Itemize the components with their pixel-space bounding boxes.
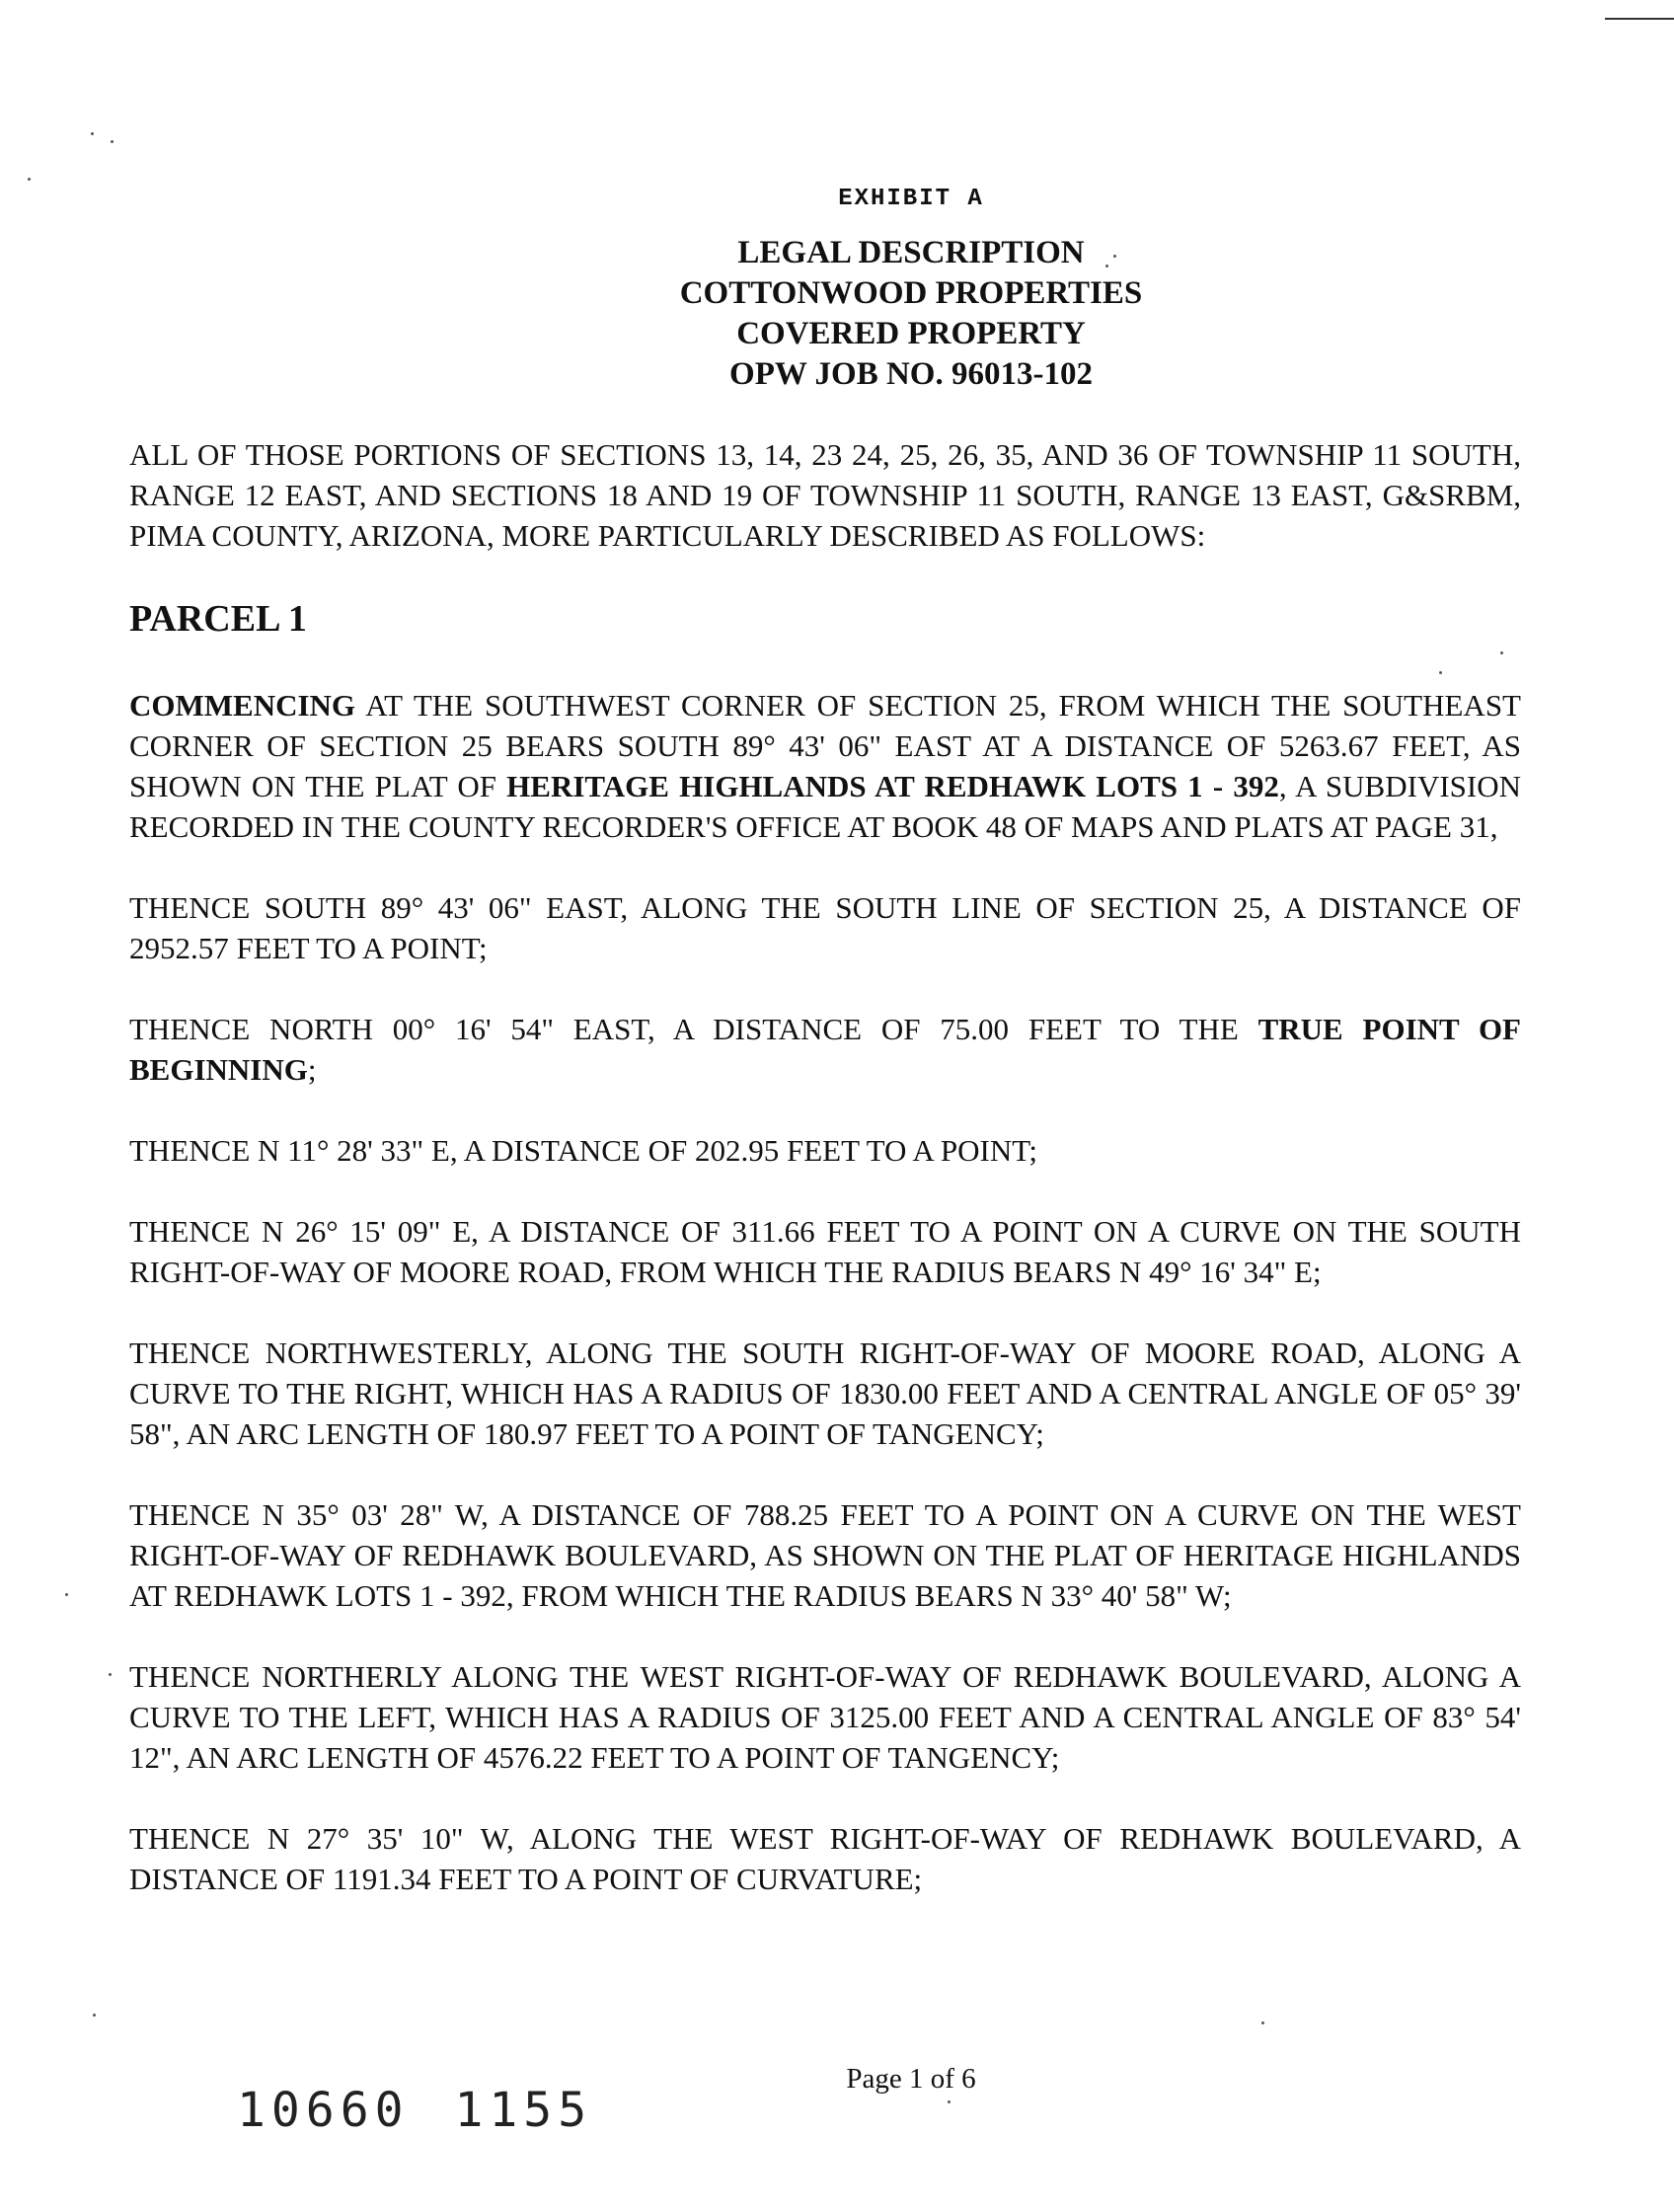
commencing-text-end: , A SUBDIVISION RECORDED IN THE COUNTY RECORDER'S OFFICE AT BOOK 48 OF MAPS AND PLATS AT PAGE 31, <box>129 769 1521 844</box>
course-paragraph: THENCE N 26° 15' 09" E, A DISTANCE OF 311.66 FEET TO A POINT ON A CURVE ON THE SOUTH RIGHT-OF-WAY OF MOORE ROAD, FROM WHICH THE RADIUS BEARS N 49° 16' 34" E; <box>129 1214 1521 1289</box>
commencing-paragraph <box>129 685 1521 847</box>
title-line: COVERED PROPERTY <box>736 316 1086 351</box>
scan-speck <box>109 1673 112 1676</box>
course-paragraph: THENCE N 11° 28' 33" E, A DISTANCE OF 202.95 FEET TO A POINT; <box>129 1133 1038 1168</box>
course-paragraph: THENCE N 35° 03' 28" W, A DISTANCE OF 788.25 FEET TO A POINT ON A CURVE ON THE WEST RIGHT-OF-WAY OF REDHAWK BOULEVARD, AS SHOWN ON THE PLAT OF HERITAGE HIGHLANDS AT REDHAWK LOTS 1 - 392, FROM WHICH THE RADIUS BEARS N 33° 40' 58" W; <box>129 1497 1521 1613</box>
course-paragraph: THENCE NORTHWESTERLY, ALONG THE SOUTH RIGHT-OF-WAY OF MOORE ROAD, ALONG A CURVE TO THE RIGHT, WHICH HAS A RADIUS OF 1830.00 FEET AND A CENTRAL ANGLE OF 05° 39' 58", AN ARC LENGTH OF 180.97 FEET TO A POINT OF TANGENCY; <box>129 1335 1521 1451</box>
intro-paragraph: ALL OF THOSE PORTIONS OF SECTIONS 13, 14, 23 24, 25, 26, 35, AND 36 OF TOWNSHIP 11 SOUTH, RANGE 12 EAST, AND SECTIONS 18 AND 19 OF TOWNSHIP 11 SOUTH, RANGE 13 EAST, G&SRBM, PIMA COUNTY, ARIZONA, MORE PARTICULARLY DESCRIBED AS FOLLOWS: <box>129 437 1521 553</box>
scan-speck <box>1439 671 1442 674</box>
scan-speck <box>948 2100 951 2103</box>
true-point-paragraph <box>129 1009 1521 1090</box>
scan-speck <box>91 132 94 135</box>
legal-description-body <box>129 434 1521 1940</box>
course-paragraph: THENCE SOUTH 89° 43' 06" EAST, ALONG THE SOUTH LINE OF SECTION 25, A DISTANCE OF 2952.57 FEET TO A POINT; <box>129 890 1521 965</box>
title-line: LEGAL DESCRIPTION <box>737 235 1085 270</box>
plat-name: HERITAGE HIGHLANDS AT REDHAWK LOTS 1 - 392 <box>506 769 1279 803</box>
course-text: THENCE NORTH 00° 16' 54" EAST, A DISTANCE OF 75.00 FEET TO THE <box>129 1012 1258 1046</box>
course-paragraph: THENCE N 27° 35' 10" W, ALONG THE WEST RIGHT-OF-WAY OF REDHAWK BOULEVARD, A DISTANCE OF 1191.34 FEET TO A POINT OF CURVATURE; <box>129 1821 1521 1896</box>
scan-speck <box>1500 651 1503 654</box>
commencing-text: AT THE SOUTHWEST CORNER OF SECTION 25, FROM WHICH THE SOUTHEAST CORNER OF SECTION 25 BEARS SOUTH 89° 43' 06" EAST AT A DISTANCE OF 5263.67 FEET, AS SHOWN ON THE PLAT OF <box>129 688 1521 803</box>
parcel-heading: PARCEL 1 <box>129 598 307 640</box>
exhibit-label: EXHIBIT A <box>838 186 984 212</box>
true-point-of-beginning: TRUE POINT OF BEGINNING <box>129 1012 1521 1087</box>
recording-book: 10660 <box>237 2083 410 2138</box>
scan-speck <box>1105 265 1108 267</box>
scan-speck <box>65 1593 68 1596</box>
scan-speck <box>1113 255 1116 258</box>
page-number: Page 1 of 6 <box>846 2063 976 2095</box>
course-end: ; <box>307 1052 317 1087</box>
course-paragraph: THENCE NORTHERLY ALONG THE WEST RIGHT-OF-WAY OF REDHAWK BOULEVARD, ALONG A CURVE TO THE LEFT, WHICH HAS A RADIUS OF 3125.00 FEET AND A CENTRAL ANGLE OF 83° 54' 12", AN ARC LENGTH OF 4576.22 FEET TO A POINT OF TANGENCY; <box>129 1659 1521 1775</box>
title-line: OPW JOB NO. 96013-102 <box>729 356 1093 392</box>
scan-speck <box>1261 2021 1264 2024</box>
scan-edge-line <box>1605 18 1674 20</box>
scan-speck <box>111 140 114 143</box>
recording-page: 1155 <box>454 2083 593 2138</box>
title-block <box>0 233 1674 395</box>
recording-stamp <box>237 2083 638 2138</box>
title-line: COTTONWOOD PROPERTIES <box>679 275 1143 311</box>
scan-speck <box>93 2014 96 2017</box>
commencing-lead: COMMENCING <box>129 688 356 723</box>
scan-speck <box>28 178 31 181</box>
